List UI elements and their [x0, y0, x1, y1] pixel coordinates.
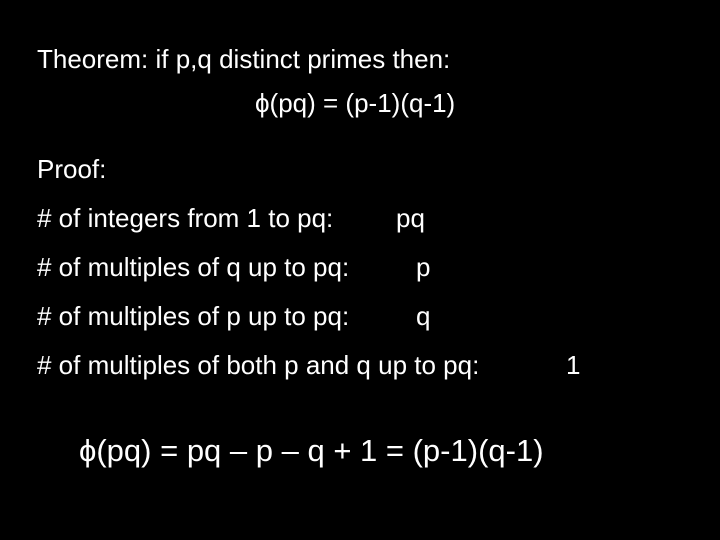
proof-row-value: p — [416, 252, 431, 282]
proof-row-value: pq — [396, 203, 425, 233]
proof-row-label: # of multiples of p up to pq: — [37, 301, 350, 331]
proof-row-value: 1 — [566, 350, 581, 380]
proof-row-label: # of multiples of both p and q up to pq: — [37, 350, 480, 380]
proof-row-label: # of integers from 1 to pq: — [37, 203, 334, 233]
theorem-statement: Theorem: if p,q distinct primes then: — [37, 44, 451, 74]
proof-row-value: q — [416, 301, 431, 331]
conclusion-formula: ϕ(pq) = pq – p – q + 1 = (p-1)(q-1) — [79, 433, 544, 468]
proof-heading: Proof: — [37, 154, 107, 184]
theorem-formula: ϕ(pq) = (p-1)(q-1) — [255, 88, 456, 118]
proof-row-label: # of multiples of q up to pq: — [37, 252, 350, 282]
